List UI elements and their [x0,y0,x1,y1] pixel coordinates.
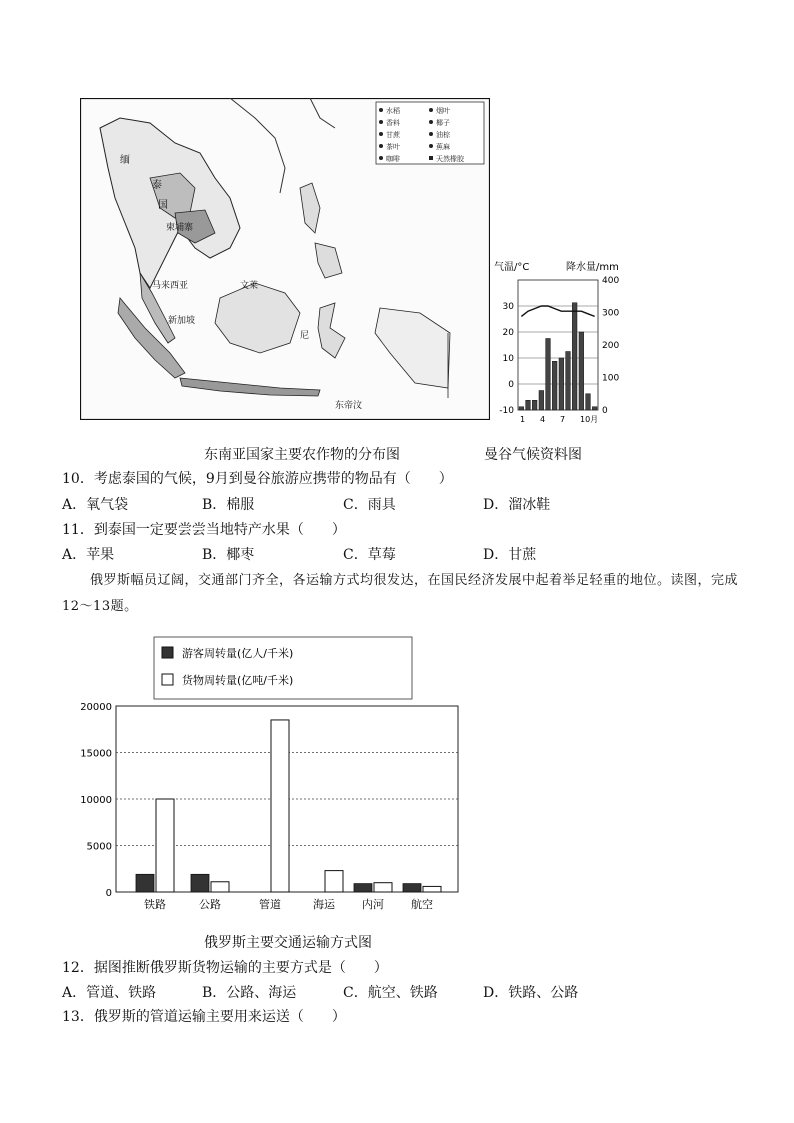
bangkok-climate-chart [490,258,630,426]
x-tick-label: 海运 [313,898,335,911]
question-11-stem: 11．到泰国一定要尝尝当地特产水果（ ） [62,522,346,538]
map-label: 柬埔寨 [166,223,194,233]
cargo-bar [374,883,392,892]
question-12-stem: 12．据图推断俄罗斯货物运输的主要方式是（ ） [62,960,388,976]
precip-bar [572,303,577,410]
precip-bar [552,361,557,410]
x-tick-label: 航空 [411,898,433,911]
legend-item: 香料 [386,119,400,127]
legend-item: 茶叶 [386,143,400,151]
temp-tick-label: 30 [502,302,514,312]
q12-option-a[interactable]: A．管道、铁路 [62,985,157,1001]
passenger-bar [403,884,421,892]
q12-option-c[interactable]: C．航空、铁路 [343,985,438,1001]
cargo-bar [423,886,441,892]
precip-bar [526,400,531,410]
precip-axis-label: 降水量/mm [566,262,619,273]
q11-option-d[interactable]: D．甘蔗 [483,547,537,563]
map-label: 文莱 [240,281,259,291]
climate-caption: 曼谷气候资料图 [484,447,582,463]
temp-tick-label: 0 [508,380,514,390]
precip-bar [559,358,564,410]
y-tick-label: 15000 [80,748,112,760]
legend-item: 椰子 [436,119,450,127]
legend-item: 甘蔗 [386,131,400,139]
legend-item: 烟叶 [436,107,450,115]
x-tick-label: 公路 [199,898,221,911]
legend-item: 蕉麻 [436,143,450,151]
q10-option-a[interactable]: A．氧气袋 [62,497,129,513]
precip-bar [539,391,544,411]
question-10-stem: 10．考虑泰国的气候，9月到曼谷旅游应携带的物品有（ ） [62,471,453,487]
legend-swatch-cargo [162,674,173,685]
passenger-bar [136,874,154,892]
temp-tick-label: -10 [499,406,514,416]
q12-option-d[interactable]: D．铁路、公路 [483,985,579,1001]
temperature-line [521,306,594,316]
precip-bar [519,407,524,410]
precip-bar [586,394,591,410]
temp-tick-label: 10 [502,354,514,364]
map-label: 缅 [120,155,130,166]
q11-option-b[interactable]: B．椰枣 [202,547,255,563]
legend-passenger: 游客周转量(亿人/千米) [182,647,294,660]
y-tick-label: 0 [105,888,112,899]
southeast-asia-map [80,98,490,420]
map-label: 国 [158,200,168,211]
cargo-bar [271,720,289,892]
month-tick-label: 1 [520,415,526,424]
legend-item: 咖啡 [386,155,400,163]
q11-option-a[interactable]: A．苹果 [62,547,115,563]
precip-tick-label: 100 [602,373,620,384]
x-tick-label: 管道 [259,898,281,911]
month-tick-label: 10月 [580,415,599,424]
legend-item: 水稻 [386,107,400,115]
legend-item: 天然橡胶 [436,155,464,163]
precip-bar [532,400,537,410]
section-intro: 俄罗斯幅员辽阔，交通部门齐全，各运输方式均很发达，在国民经济发展中起着举足轻重的地位。读图，完成12～13题。 [62,573,739,614]
q10-option-d[interactable]: D．溜冰鞋 [483,497,551,513]
legend-cargo: 货物周转量(亿吨/千米) [182,674,294,687]
precip-bar [579,332,584,410]
q11-option-c[interactable]: C．草莓 [343,547,396,563]
y-tick-label: 10000 [80,795,112,806]
q10-option-c[interactable]: C．雨具 [343,497,396,513]
legend-swatch-passenger [162,647,173,658]
x-tick-label: 内河 [362,898,384,911]
temp-tick-label: 20 [502,328,514,338]
map-label: 泰 [152,180,162,191]
month-tick-label: 4 [540,415,546,424]
cargo-bar [156,799,174,892]
cargo-bar [211,882,229,892]
month-tick-label: 7 [560,415,566,424]
precip-tick-label: 300 [602,308,620,319]
passenger-bar [354,884,372,892]
map-caption: 东南亚国家主要农作物的分布图 [204,447,400,463]
x-tick-label: 铁路 [144,898,166,911]
legend-item: 油棕 [436,131,450,139]
russia-transport-chart [70,632,470,922]
precip-bar [566,352,571,411]
map-label: 新加坡 [168,316,196,326]
map-label: 马来西亚 [152,281,189,291]
y-tick-label: 20000 [80,702,112,713]
y-tick-label: 5000 [86,841,112,853]
cargo-bar [325,871,343,892]
temp-axis-label: 气温/°C [494,262,530,273]
q10-option-b[interactable]: B．棉服 [202,497,255,513]
q12-option-b[interactable]: B．公路、海运 [202,985,297,1001]
map-label: 尼 [300,331,310,341]
precip-tick-label: 400 [602,276,620,286]
passenger-bar [191,874,209,892]
precip-bar [546,339,551,411]
map-label: 东帝汶 [335,401,363,411]
transport-caption: 俄罗斯主要交通运输方式图 [204,935,372,951]
precip-tick-label: 0 [602,406,608,416]
precip-bar [592,407,597,410]
precip-tick-label: 200 [602,341,620,351]
question-13-stem: 13．俄罗斯的管道运输主要用来运送（ ） [62,1009,346,1025]
